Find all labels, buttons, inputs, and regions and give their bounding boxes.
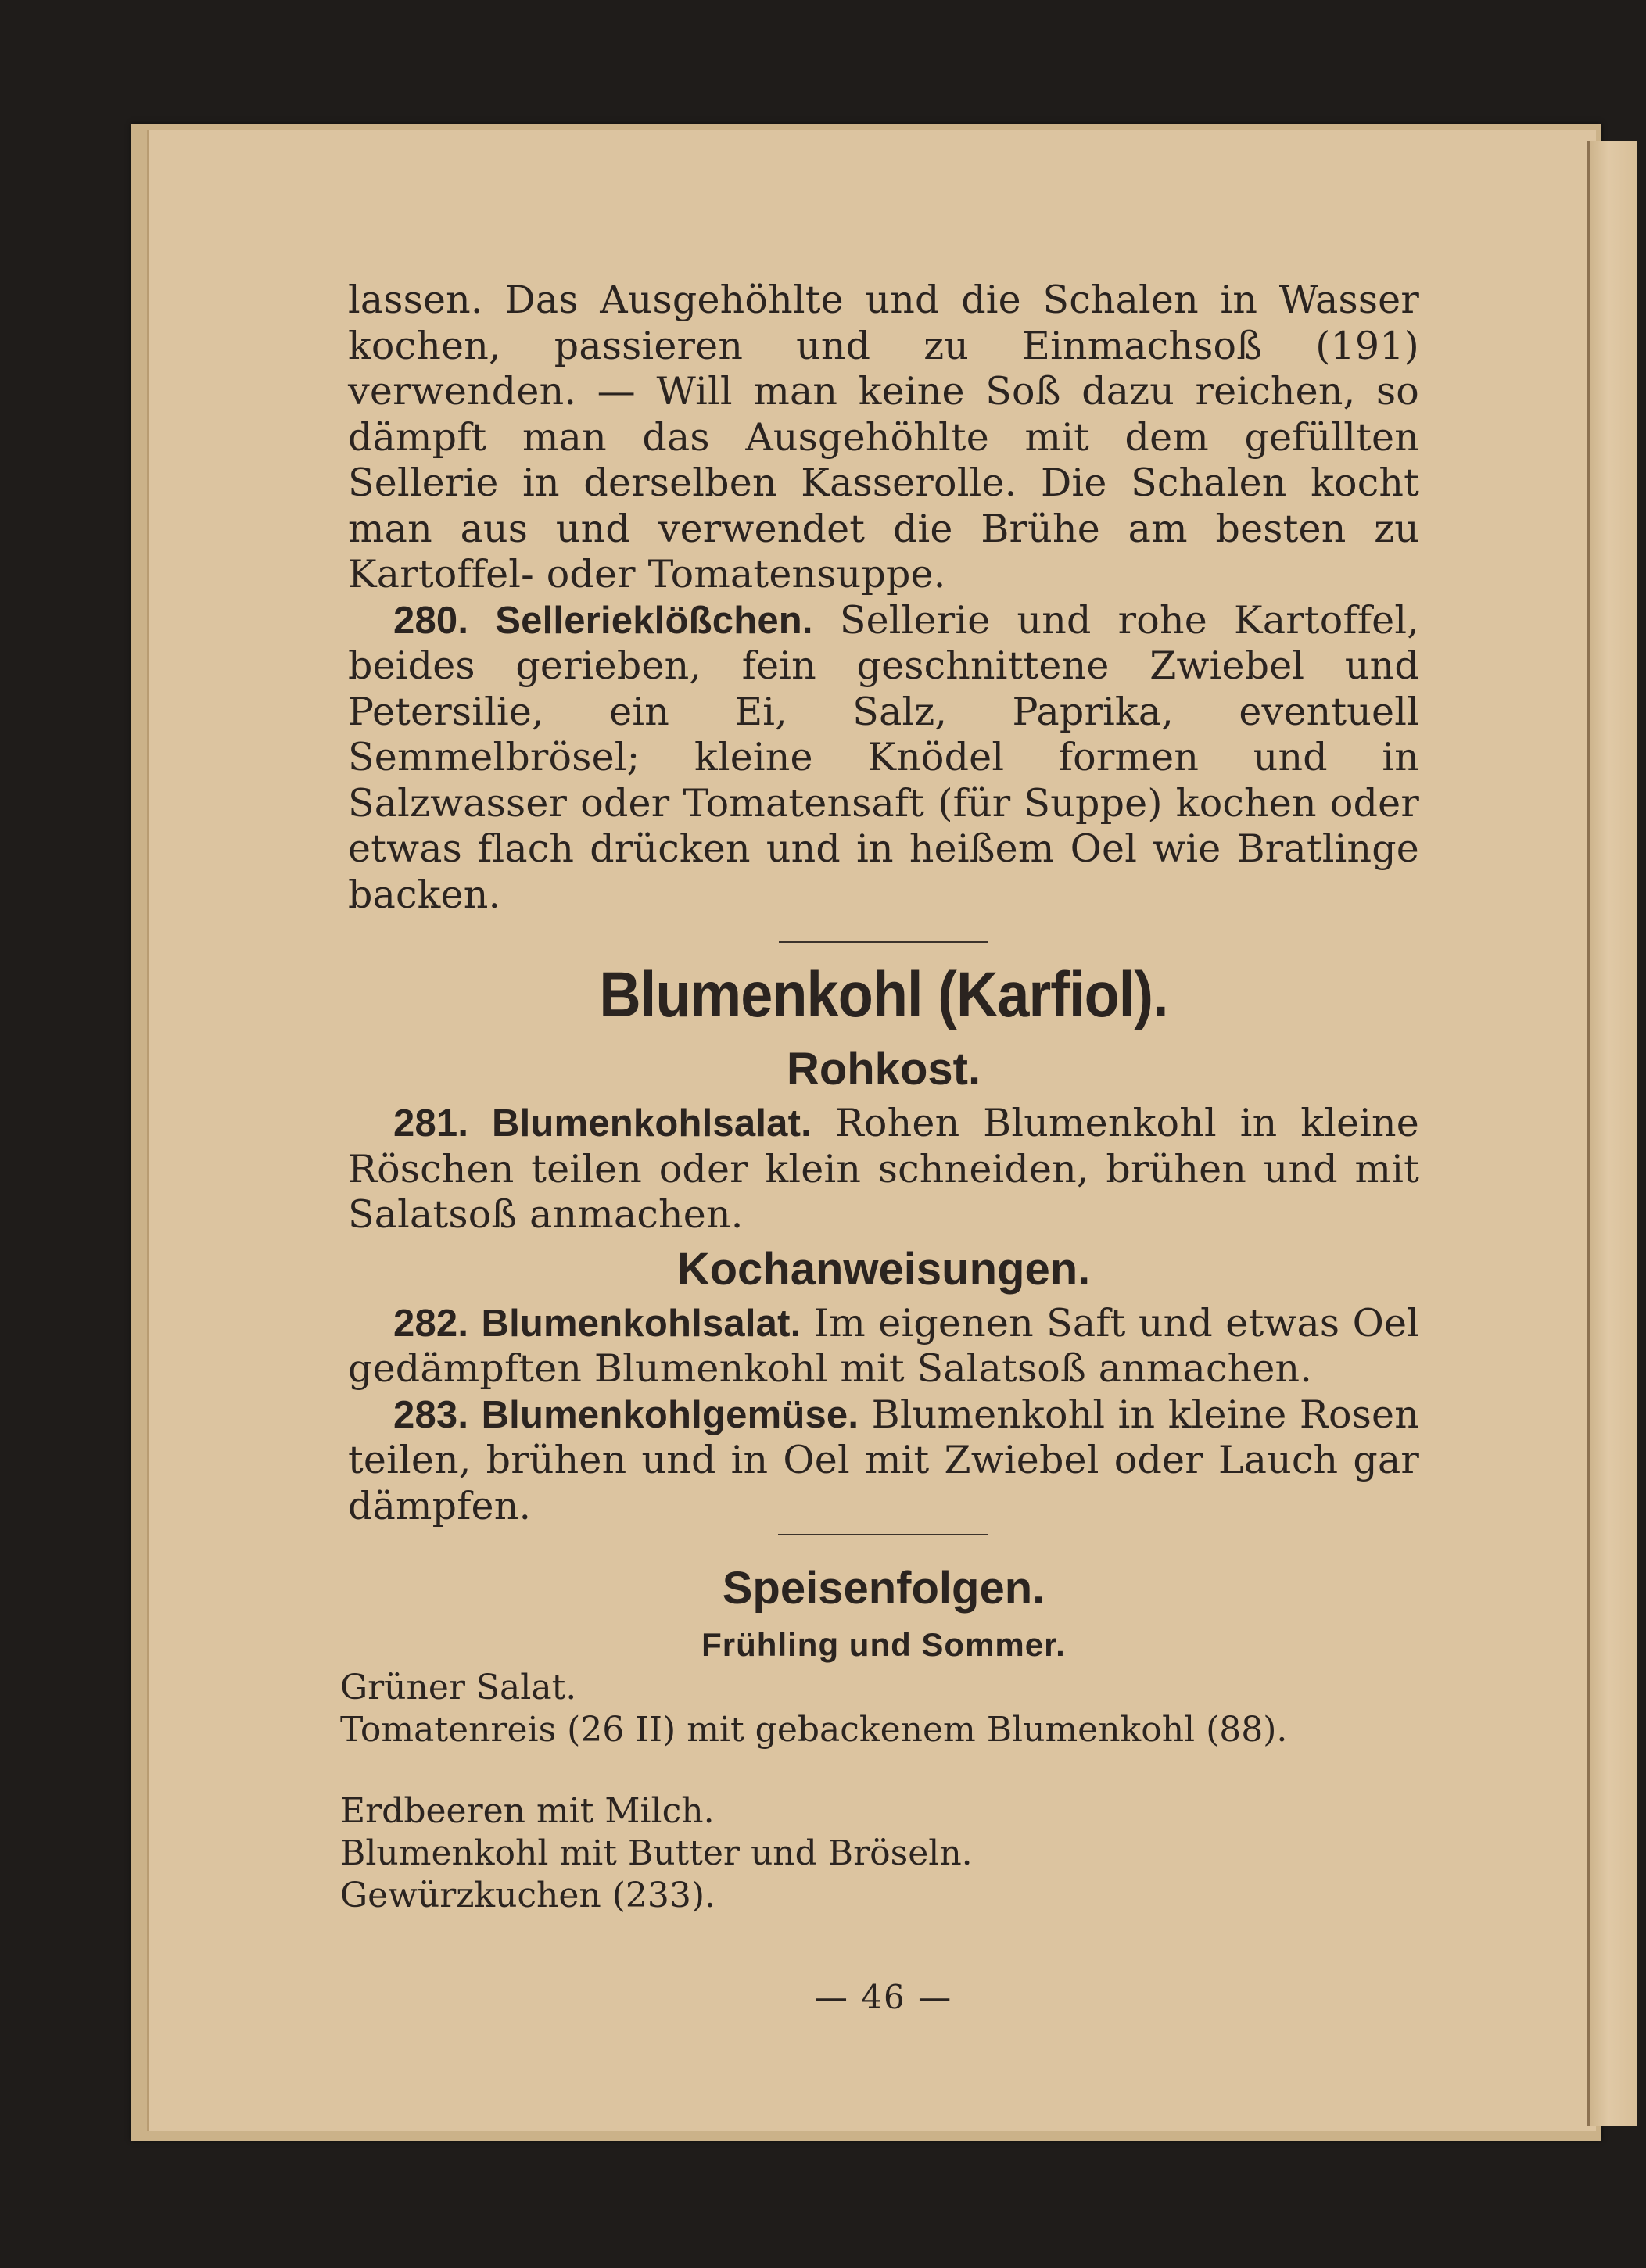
- menu-item: Gewürzkuchen (233).: [340, 1876, 716, 1915]
- menu-item: Blumenkohl mit Butter und Bröseln.: [340, 1833, 973, 1873]
- recipe-text: Blumenkohl in kleine Rosen teilen, brühen und in Oel mit Zwiebel oder Lauch gar dämpfen.: [348, 1392, 1419, 1528]
- recipe-283: [348, 1392, 1419, 1530]
- section-divider: [778, 1534, 988, 1535]
- recipe-title: Sellerieklößchen.: [495, 599, 813, 642]
- recipe-text: Im eigenen Saft und etwas Oel gedämpften Blumenkohl mit Salatsoß anmachen.: [348, 1300, 1420, 1391]
- book-spine-next-page: [1587, 141, 1637, 2126]
- subheading-season: Frühling und Sommer.: [701, 1626, 1066, 1663]
- menu-item: Erdbeeren mit Milch.: [340, 1791, 715, 1831]
- recipe-title: Blumenkohlgemüse.: [481, 1393, 859, 1436]
- subheading-speisenfolgen: Speisenfolgen.: [722, 1563, 1045, 1614]
- menu-group-1: [340, 1667, 1419, 1751]
- page-number: — 46 —: [814, 1978, 953, 2016]
- recipe-282: [348, 1301, 1419, 1392]
- subheading-kochanweisungen: Kochanweisungen.: [676, 1243, 1091, 1295]
- recipe-title: Blumenkohlsalat.: [481, 1302, 801, 1345]
- recipe-title: Blumenkohlsalat.: [492, 1102, 812, 1145]
- recipe-280: [348, 598, 1419, 919]
- menu-item: Grüner Salat.: [340, 1668, 577, 1707]
- recipe-text: Sellerie und rohe Kartoffel, beides gerieben, fein geschnittene Zwiebel und Petersilie, ein Ei, Salz, Paprika, eventuell Semmelbrösel; kleine Knödel formen und in Salzwasser oder Tomatensaft (für Suppe) kochen oder etwas flach drücken und in heißem Oel wie Bratlinge backen.: [348, 597, 1419, 917]
- recipe-number: 283.: [393, 1393, 469, 1436]
- recipe-number: 280.: [393, 599, 469, 642]
- recipe-text: Rohen Blumenkohl in kleine Röschen teilen oder klein schneiden, brühen und mit Salatsoß anmachen.: [348, 1101, 1419, 1237]
- menu-group-2: [340, 1790, 1419, 1917]
- section-heading-blumenkohl: Blumenkohl (Karfiol).: [599, 959, 1168, 1030]
- section-divider: [779, 941, 988, 943]
- page-content: [340, 278, 1420, 2016]
- paragraph-continued: lassen. Das Ausgehöhlte und die Schalen in Wasser kochen, passieren und zu Einmachsoß (191) verwenden. — Will man keine Soß dazu reichen, so dämpft man das Ausgehöhlte mit dem gefüllten Sellerie in derselben Kasserolle. Die Schalen kocht man aus und verwendet die Brühe am besten zu Kartoffel- oder Tomatensuppe.: [348, 278, 1419, 597]
- recipe-number: 282.: [393, 1302, 469, 1345]
- subheading-rohkost: Rohkost.: [786, 1044, 981, 1095]
- menu-item: Tomatenreis (26 II) mit gebackenem Blumenkohl (88).: [340, 1710, 1288, 1750]
- recipe-number: 281.: [393, 1102, 469, 1145]
- recipe-281: [348, 1101, 1419, 1238]
